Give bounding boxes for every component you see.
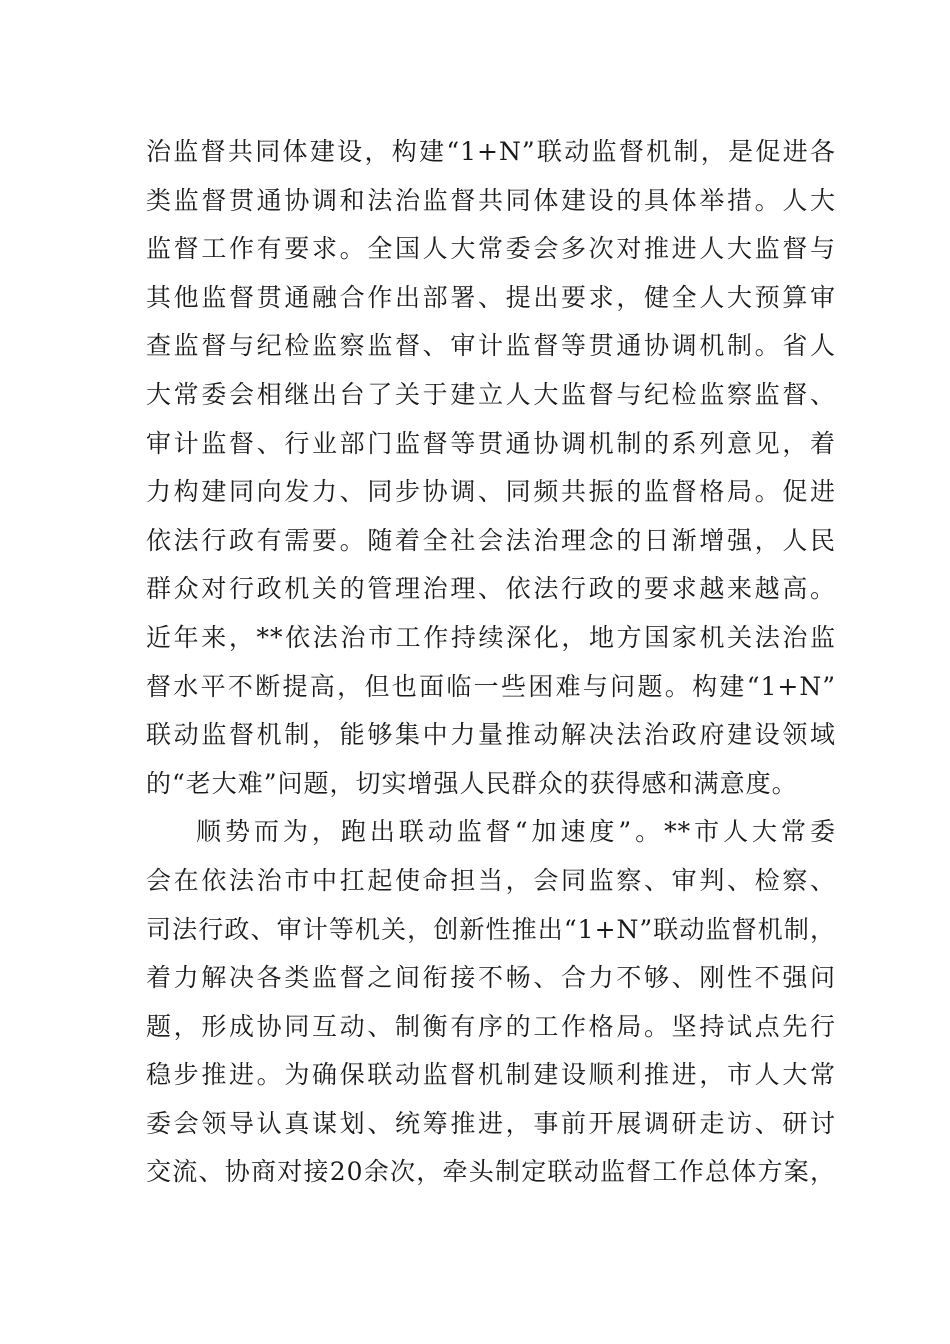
text-line: 司法行政、审计等机关，创新性推出“1+N”联动监督机制，: [146, 914, 836, 944]
text-line: 稳步推进。为确保联动监督机制建设顺利推进，市人大常: [146, 1060, 836, 1090]
text-line: 监督工作有要求。全国人大常委会多次对推进人大监督与: [146, 234, 836, 264]
text-line: 其他监督贯通融合作出部署、提出要求，健全人大预算审: [146, 282, 836, 312]
paragraph-2: [146, 808, 836, 1197]
text-line: 审计监督、行业部门监督等贯通协调机制的系列意见，着: [146, 428, 836, 458]
text-line: 交流、协商对接20余次，牵头制定联动监督工作总体方案，: [146, 1157, 836, 1187]
text-line: 联动监督机制，能够集中力量推动解决法治政府建设领域: [146, 720, 836, 750]
text-line: 群众对行政机关的管理治理、依法行政的要求越来越高。: [146, 574, 836, 604]
text-line: 题，形成协同互动、制衡有序的工作格局。坚持试点先行: [146, 1011, 836, 1041]
document-body: [146, 128, 836, 1197]
text-line: 近年来，**依法治市工作持续深化，地方国家机关法治监: [146, 622, 836, 652]
text-line: 类监督贯通协调和法治监督共同体建设的具体举措。人大: [146, 185, 836, 215]
text-line: 治监督共同体建设，构建“1+N”联动监督机制，是促进各: [146, 137, 836, 166]
paragraph-1: [146, 128, 836, 808]
text-line: 大常委会相继出台了关于建立人大监督与纪检监察监督、: [146, 379, 836, 409]
text-line-first-indented: 顺势而为，跑出联动监督“加速度”。**市人大常委: [196, 817, 836, 847]
text-line: 力构建同向发力、同步协调、同频共振的监督格局。促进: [146, 477, 836, 507]
text-line: 委会领导认真谋划、统筹推进，事前开展调研走访、研讨: [146, 1108, 836, 1138]
text-line: 着力解决各类监督之间衔接不畅、合力不够、刚性不强问: [146, 963, 836, 993]
text-line: 督水平不断提高，但也面临一些困难与问题。构建“1+N”: [146, 671, 836, 701]
text-line: 查监督与纪检监察监督、审计监督等贯通协调机制。省人: [146, 331, 836, 361]
text-line: 依法行政有需要。随着全社会法治理念的日渐增强，人民: [146, 525, 836, 555]
text-line: 会在依法治市中扛起使命担当，会同监察、审判、检察、: [146, 865, 836, 895]
text-line-last: 的“老大难”问题，切实增强人民群众的获得感和满意度。: [146, 768, 798, 798]
